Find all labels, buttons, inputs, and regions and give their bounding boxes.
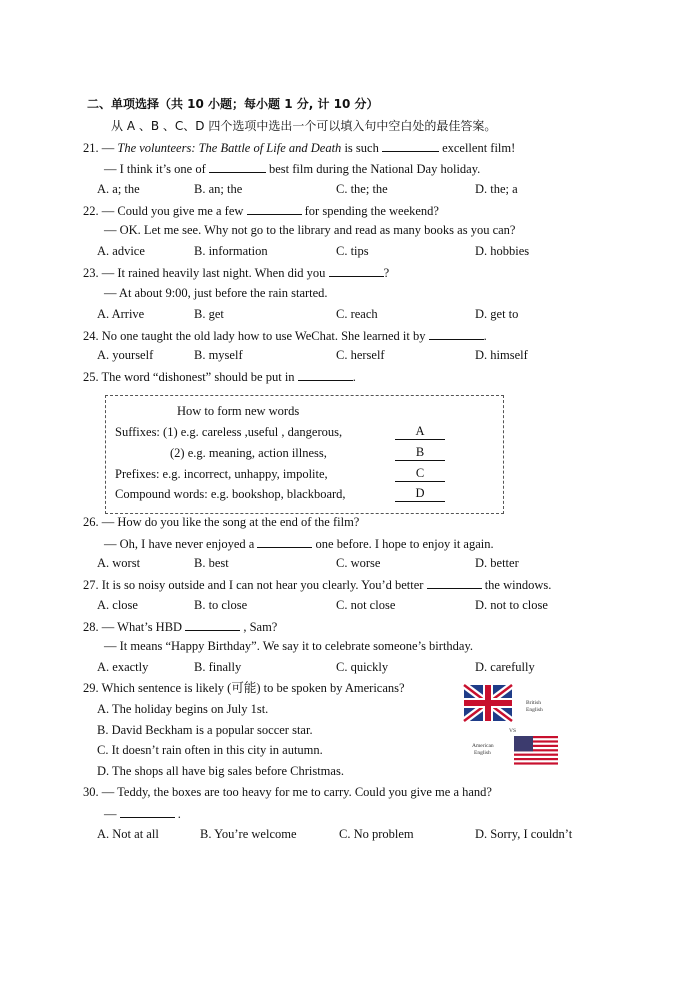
question-22-stem bbox=[83, 202, 439, 219]
question-number: 25. bbox=[83, 370, 99, 384]
option-c[interactable]: C. reach bbox=[336, 307, 378, 321]
option-a[interactable]: A. Not at all bbox=[97, 827, 159, 841]
question-23-stem bbox=[83, 264, 389, 281]
option-a[interactable]: A. worst bbox=[97, 556, 141, 570]
answer-blank[interactable] bbox=[429, 327, 484, 340]
question-24-stem bbox=[83, 327, 487, 344]
question-28-stem bbox=[83, 618, 277, 635]
option-d[interactable]: D. not to close bbox=[475, 598, 548, 612]
table-row-label: (2) e.g. meaning, action illness, bbox=[170, 446, 327, 460]
option-b[interactable]: B. an; the bbox=[194, 182, 243, 196]
option-b[interactable]: B. myself bbox=[194, 348, 243, 362]
film-title: The volunteers: The Battle of Life and Death bbox=[117, 141, 342, 155]
option-b[interactable]: B. information bbox=[194, 244, 268, 258]
us-flag-icon bbox=[514, 736, 558, 765]
stem-text: — I think it’s one of bbox=[104, 162, 209, 176]
option-d[interactable]: D. The shops all have big sales before Christmas. bbox=[97, 764, 344, 778]
stem-text: excellent film! bbox=[438, 141, 516, 155]
option-b[interactable]: B. You’re welcome bbox=[200, 827, 297, 841]
option-a[interactable]: A. close bbox=[97, 598, 138, 612]
english-label: English bbox=[474, 750, 491, 756]
option-c[interactable]: C. herself bbox=[336, 348, 385, 362]
stem-text: — bbox=[104, 807, 120, 821]
question-29-stem bbox=[83, 680, 405, 696]
stem-text: is such bbox=[341, 141, 382, 155]
table-row-answer: A bbox=[395, 424, 445, 440]
stem-text: — What’s HBD bbox=[101, 620, 186, 634]
question-26-stem bbox=[83, 514, 359, 530]
stem-text: — Could you give me a few bbox=[101, 204, 247, 218]
answer-blank[interactable] bbox=[247, 202, 302, 215]
answer-blank[interactable] bbox=[257, 535, 312, 548]
table-row-label: Compound words: e.g. bookshop, blackboard, bbox=[115, 487, 346, 501]
option-a[interactable]: A. exactly bbox=[97, 660, 149, 674]
option-d[interactable]: D. carefully bbox=[475, 660, 535, 674]
question-number: 29. bbox=[83, 681, 99, 695]
question-22-reply: — OK. Let me see. Why not go to the library and read as many books as you can? bbox=[104, 223, 516, 237]
option-a[interactable]: A. yourself bbox=[97, 348, 154, 362]
option-b[interactable]: B. finally bbox=[194, 660, 242, 674]
question-number: 24. bbox=[83, 329, 99, 343]
question-number: 28. bbox=[83, 620, 99, 634]
stem-text: , Sam? bbox=[240, 620, 278, 634]
option-c[interactable]: C. the; the bbox=[336, 182, 388, 196]
option-a[interactable]: A. Arrive bbox=[97, 307, 145, 321]
option-c[interactable]: C. No problem bbox=[339, 827, 414, 841]
stem-text: It is so noisy outside and I can not hear you clearly. You’d better bbox=[101, 578, 427, 592]
question-number: 26. bbox=[83, 515, 99, 529]
stem-text: No one taught the old lady how to use WeChat. She learned it by bbox=[101, 329, 429, 343]
answer-blank[interactable] bbox=[427, 576, 482, 589]
question-30-stem bbox=[83, 784, 492, 800]
question-21-stem bbox=[83, 139, 515, 156]
table-row-label: Prefixes: e.g. incorrect, unhappy, impolite, bbox=[115, 467, 328, 481]
answer-blank[interactable] bbox=[298, 368, 353, 381]
table-title: How to form new words bbox=[177, 404, 300, 418]
option-d[interactable]: D. better bbox=[475, 556, 519, 570]
stem-text: . bbox=[174, 807, 181, 821]
answer-blank[interactable] bbox=[329, 264, 384, 277]
section-heading: 二、单项选择（共 10 小题；每小题 1 分, 计 10 分） bbox=[87, 97, 379, 111]
answer-blank[interactable] bbox=[185, 618, 240, 631]
option-d[interactable]: D. Sorry, I couldn’t bbox=[475, 827, 573, 841]
question-number: 21. bbox=[83, 141, 99, 155]
table-row-label: Suffixes: (1) e.g. careless ,useful , dangerous, bbox=[115, 425, 343, 439]
section-instruction: 从 A 、B 、C、D 四个选项中选出一个可以填入句中空白处的最佳答案。 bbox=[111, 119, 497, 133]
table-row-answer: D bbox=[395, 486, 445, 502]
american-label: American bbox=[472, 743, 494, 749]
table-row-answer: B bbox=[395, 445, 445, 461]
answer-blank[interactable] bbox=[120, 805, 175, 818]
question-number: 27. bbox=[83, 578, 99, 592]
question-number: 23. bbox=[83, 266, 99, 280]
stem-text: — Teddy, the boxes are too heavy for me to carry. Could you give me a hand? bbox=[101, 785, 492, 799]
stem-text: for spending the weekend? bbox=[301, 204, 439, 218]
dash: — bbox=[101, 141, 118, 155]
option-a[interactable]: A. a; the bbox=[97, 182, 140, 196]
question-27-stem bbox=[83, 576, 551, 593]
flags-figure bbox=[462, 683, 562, 769]
stem-text: Which sentence is likely (可能) to be spoken by Americans? bbox=[101, 681, 405, 695]
option-d[interactable]: D. the; a bbox=[475, 182, 518, 196]
question-30-reply bbox=[104, 805, 181, 822]
option-d[interactable]: D. hobbies bbox=[475, 244, 530, 258]
uk-flag-icon bbox=[464, 685, 512, 721]
stem-text: — It rained heavily last night. When did you bbox=[101, 266, 329, 280]
british-label: British bbox=[526, 700, 541, 706]
stem-text: the windows. bbox=[481, 578, 552, 592]
stem-text: one before. I hope to enjoy it again. bbox=[312, 537, 494, 551]
option-a[interactable]: A. advice bbox=[97, 244, 145, 258]
question-number: 22. bbox=[83, 204, 99, 218]
option-b[interactable]: B. to close bbox=[194, 598, 248, 612]
answer-blank[interactable] bbox=[209, 160, 266, 173]
option-a[interactable]: A. The holiday begins on July 1st. bbox=[97, 702, 269, 716]
question-28-reply: — It means “Happy Birthday”. We say it to celebrate someone’s birthday. bbox=[104, 639, 474, 653]
option-c[interactable]: C. tips bbox=[336, 244, 369, 258]
vs-label: VS bbox=[509, 728, 517, 734]
english-label: English bbox=[526, 707, 543, 713]
option-c[interactable]: C. quickly bbox=[336, 660, 389, 674]
question-25-stem bbox=[83, 368, 356, 385]
stem-text: . bbox=[483, 329, 487, 343]
stem-text: best film during the National Day holiday. bbox=[265, 162, 481, 176]
option-c[interactable]: C. not close bbox=[336, 598, 396, 612]
table-row-answer: C bbox=[395, 466, 445, 482]
option-b[interactable]: B. best bbox=[194, 556, 229, 570]
stem-text: — Oh, I have never enjoyed a bbox=[104, 537, 258, 551]
question-26-reply bbox=[104, 535, 494, 552]
option-b[interactable]: B. David Beckham is a popular soccer star. bbox=[97, 723, 313, 737]
option-c[interactable]: C. worse bbox=[336, 556, 381, 570]
stem-text: . bbox=[352, 370, 356, 384]
stem-text: ? bbox=[383, 266, 390, 280]
question-23-reply: — At about 9:00, just before the rain started. bbox=[104, 286, 328, 300]
question-number: 30. bbox=[83, 785, 99, 799]
stem-text: — How do you like the song at the end of the film? bbox=[101, 515, 360, 529]
option-d[interactable]: D. get to bbox=[475, 307, 519, 321]
stem-text: The word “dishonest” should be put in bbox=[101, 370, 298, 384]
option-b[interactable]: B. get bbox=[194, 307, 224, 321]
option-c[interactable]: C. It doesn’t rain often in this city in autumn. bbox=[97, 743, 323, 757]
question-21-reply bbox=[104, 160, 480, 177]
option-d[interactable]: D. himself bbox=[475, 348, 528, 362]
answer-blank[interactable] bbox=[382, 139, 439, 152]
